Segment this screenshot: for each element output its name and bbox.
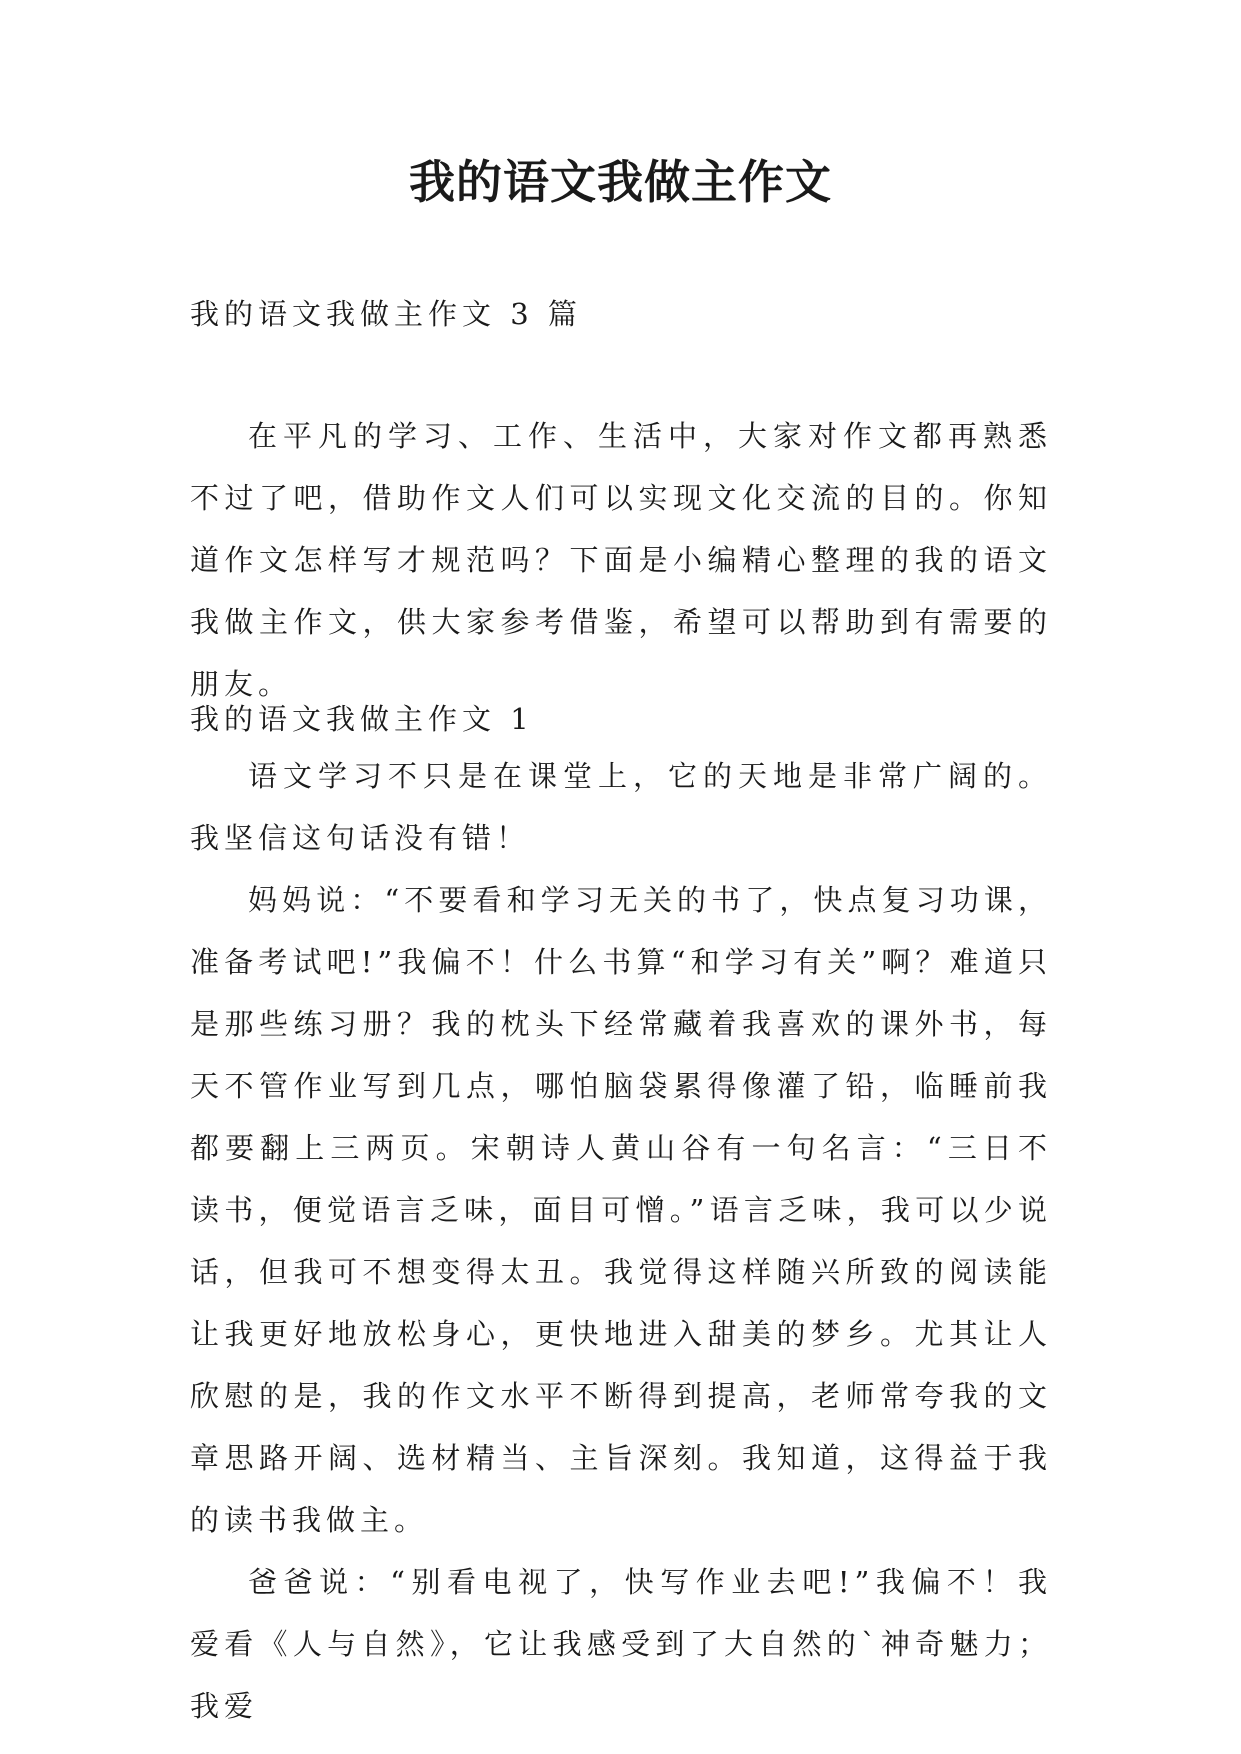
essay-paragraph-3: 爸爸说：“别看电视了，快写作业去吧!”我偏不！我爱看《人与自然》，它让我感受到了大自然的`神奇魅力；我爱 (190, 1565, 1052, 1723)
intro-paragraph: 在平凡的学习、工作、生活中，大家对作文都再熟悉不过了吧，借助作文人们可以实现文化交流的目的。你知道作文怎样写才规范吗？下面是小编精心整理的我的语文我做主作文，供大家参考借鉴，希望可以帮助到有需要的朋友。 (190, 419, 1052, 701)
document-title: 我的语文我做主作文 (409, 155, 832, 209)
essay-paragraph-1: 语文学习不只是在课堂上，它的天地是非常广阔的。我坚信这句话没有错！ (190, 759, 1052, 855)
section-heading: 我的语文我做主作文 1 (190, 702, 534, 736)
document-subtitle: 我的语文我做主作文 3 篇 (190, 297, 582, 331)
essay-paragraph-2: 妈妈说：“不要看和学习无关的书了，快点复习功课，准备考试吧!”我偏不！什么书算“和学习有关”啊？难道只是那些练习册？我的枕头下经常藏着我喜欢的课外书，每天不管作业写到几点，哪怕脑袋累得像灌了铅，临睡前我都要翻上三两页。宋朝诗人黄山谷有一句名言：“三日不读书，便觉语言乏味，面目可憎。”语言乏味，我可以少说话，但我可不想变得太丑。我觉得这样随兴所致的阅读能让我更好地放松身心，更快地进入甜美的梦乡。尤其让人欣慰的是，我的作文水平不断得到提高，老师常夸我的文章思路开阔、选材精当、主旨深刻。我知道，这得益于我的读书我做主。 (190, 883, 1052, 1537)
essay-body (190, 745, 1052, 1737)
intro-block (190, 405, 1052, 715)
